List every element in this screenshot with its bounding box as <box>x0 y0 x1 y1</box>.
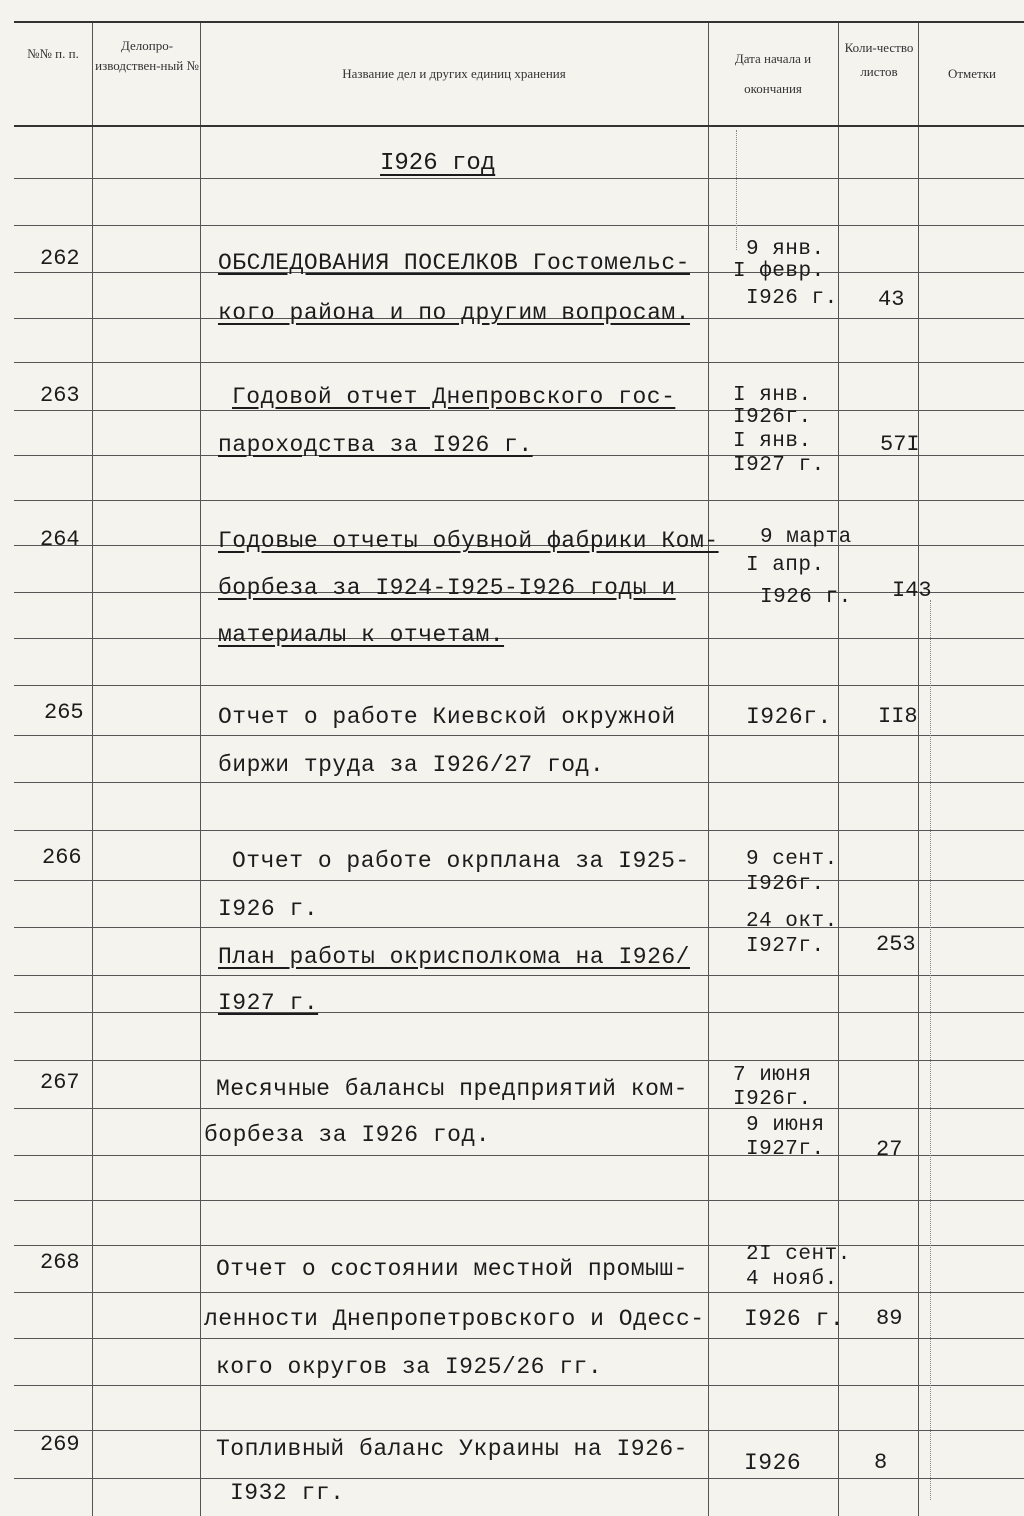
entry-date: 4 нояб. <box>746 1268 838 1291</box>
entry-date: 9 марта <box>760 526 852 549</box>
entry-number: 269 <box>40 1432 80 1457</box>
ledger-line <box>14 880 1024 881</box>
ledger-line <box>14 1385 1024 1386</box>
entry-date: I янв. <box>733 384 812 407</box>
entry-date: I926г. <box>733 1088 812 1111</box>
top-rule <box>14 21 1024 23</box>
entry-title-line: биржи труда за I926/27 год. <box>218 752 605 778</box>
ledger-line <box>14 225 1024 226</box>
entry-date: I926 г. <box>746 287 838 310</box>
entry-date: I926г. <box>746 704 832 730</box>
entry-title-line: I926 г. <box>218 896 319 922</box>
ledger-line <box>14 638 1024 639</box>
entry-title-line: борбеза за I924-I925-I926 годы и <box>218 575 676 601</box>
entry-date: I янв. <box>733 430 812 453</box>
entry-title-line: кого района и по другим вопросам. <box>218 300 690 326</box>
ledger-line <box>14 1292 1024 1293</box>
entry-title-line: Отчет о работе окрплана за I925- <box>232 848 690 874</box>
entry-number: 264 <box>40 527 80 552</box>
entry-date: 9 янв. <box>746 238 825 261</box>
header-sheet-count: Коли-чество листов <box>844 40 914 79</box>
entry-title-line: Годовые отчеты обувной фабрики Ком- <box>218 528 719 554</box>
year-heading: I926 год <box>380 150 496 177</box>
entry-number: 267 <box>40 1070 80 1095</box>
entry-sheet-count: 8 <box>874 1450 888 1475</box>
header-rule <box>14 125 1024 127</box>
entry-date: I апр. <box>746 554 825 577</box>
entry-number: 263 <box>40 383 80 408</box>
ledger-line <box>14 927 1024 928</box>
ledger-line <box>14 975 1024 976</box>
ledger-line <box>14 362 1024 363</box>
entry-date: I927г. <box>746 935 825 958</box>
dotted-guide <box>736 130 738 250</box>
ledger-line <box>14 1338 1024 1339</box>
header-num: №№ п. п. <box>27 46 79 61</box>
header-case-number: Делопро-изводствен-ный № <box>95 38 199 73</box>
entry-title-line: I932 гг. <box>230 1480 345 1506</box>
entry-title-line: ленности Днепропетровского и Одесс- <box>204 1306 705 1332</box>
ledger-line <box>14 1245 1024 1246</box>
entry-title-line: борбеза за I926 год. <box>204 1122 491 1148</box>
entry-number: 266 <box>42 845 82 870</box>
entry-date: I926 г. <box>744 1306 845 1332</box>
ledger-line <box>14 735 1024 736</box>
entry-date: I926 <box>744 1450 802 1476</box>
entry-date: I926г. <box>746 873 825 896</box>
entry-date: 24 окт. <box>746 910 838 933</box>
entry-title-line: Отчет о работе Киевской окружной <box>218 704 676 730</box>
ledger-line <box>14 1012 1024 1013</box>
entry-date: I926 г. <box>760 586 852 609</box>
entry-title-line: Отчет о состоянии местной промыш- <box>216 1256 688 1282</box>
ledger-line <box>14 410 1024 411</box>
entry-title-line: План работы окрисполкома на I926/ <box>218 944 690 970</box>
entry-sheet-count: 27 <box>876 1137 903 1162</box>
entry-date: 9 сент. <box>746 848 838 871</box>
entry-title-line: материалы к отчетам. <box>218 622 505 648</box>
ledger-line <box>14 685 1024 686</box>
entry-number: 268 <box>40 1250 80 1275</box>
entry-title-line: Месячные балансы предприятий ком- <box>216 1076 688 1102</box>
entry-sheet-count: 253 <box>876 932 916 957</box>
entry-sheet-count: 57I <box>880 432 920 457</box>
entry-sheet-count: II8 <box>878 704 918 729</box>
ledger-line <box>14 1200 1024 1201</box>
entry-title-line: кого округов за I925/26 гг. <box>216 1354 603 1380</box>
ledger-line <box>14 178 1024 179</box>
header-dates: Дата начала и окончания <box>734 51 812 96</box>
ledger-line <box>14 1060 1024 1061</box>
header-title: Название дел и других единиц хранения <box>342 66 566 81</box>
entry-date: I926г. <box>733 406 812 429</box>
entry-date: I927г. <box>746 1138 825 1161</box>
entry-title-line: Годовой отчет Днепровского гос- <box>232 384 676 410</box>
ledger-line <box>14 1155 1024 1156</box>
entry-title-line: пароходства за I926 г. <box>218 432 533 458</box>
entry-sheet-count: I43 <box>892 578 932 603</box>
entry-date: 9 июня <box>746 1114 825 1137</box>
entry-date: 2I сент. <box>746 1243 851 1266</box>
ledger-line <box>14 1430 1024 1431</box>
entry-title-line: Топливный баланс Украины на I926- <box>216 1436 688 1462</box>
entry-date: I927 г. <box>733 454 825 477</box>
entry-date: 7 июня <box>733 1064 812 1087</box>
entry-title-line: I927 г. <box>218 990 319 1016</box>
entry-number: 265 <box>44 700 84 725</box>
ledger-line <box>14 1108 1024 1109</box>
entry-title-line: ОБСЛЕДОВАНИЯ ПОСЕЛКОВ Гостомельс- <box>218 250 690 276</box>
ledger-line <box>14 782 1024 783</box>
dotted-guide <box>930 600 932 1500</box>
entry-date: I февр. <box>733 260 825 283</box>
ledger-line <box>14 500 1024 501</box>
entry-number: 262 <box>40 246 80 271</box>
header-notes: Отметки <box>947 66 997 81</box>
entry-sheet-count: 89 <box>876 1306 903 1331</box>
ledger-line <box>14 1478 1024 1479</box>
entry-sheet-count: 43 <box>878 287 905 312</box>
ledger-line <box>14 830 1024 831</box>
